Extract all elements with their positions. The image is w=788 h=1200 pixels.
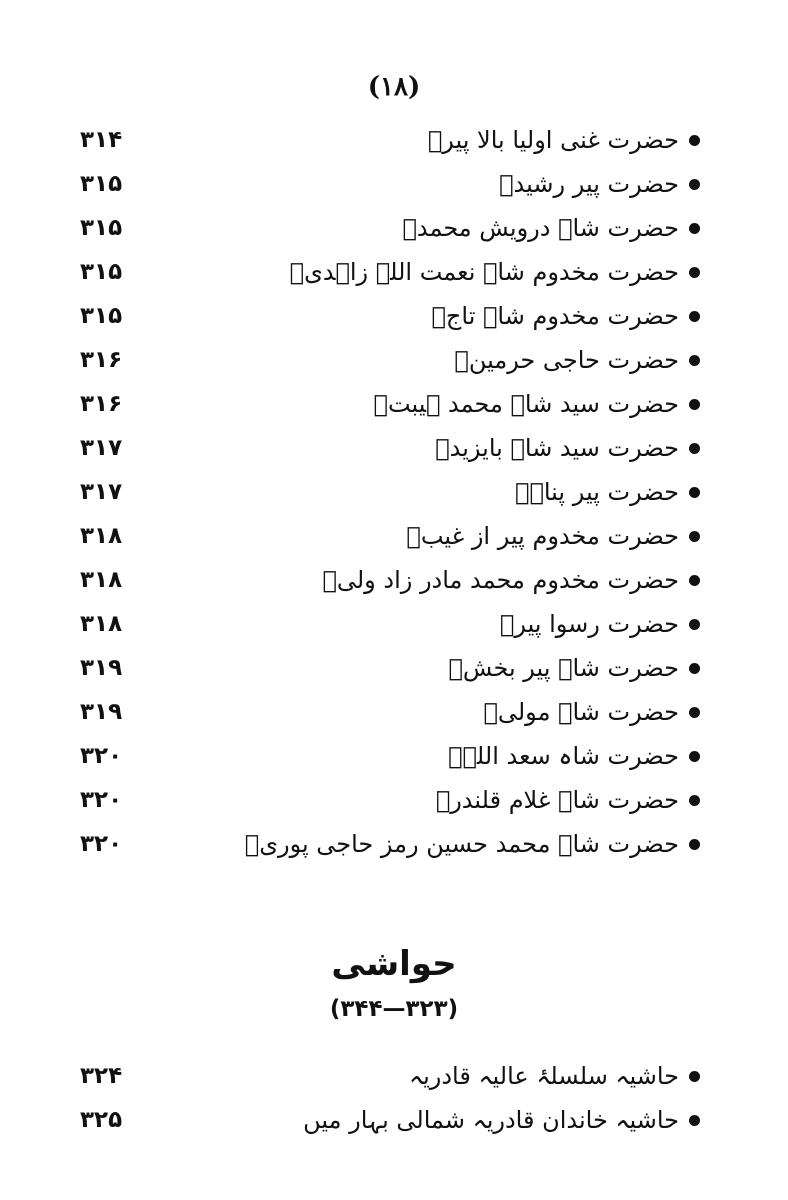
toc-entry xyxy=(245,822,700,866)
entry-title: حضرت سید شاہ محمد ہیبتؒ xyxy=(373,390,679,418)
entry-title: حضرت شاہ پیر بخشؒ xyxy=(448,654,679,682)
toc-row xyxy=(80,426,700,470)
entry-page: ۳۱۷ xyxy=(80,479,123,505)
toc-entry xyxy=(406,514,700,558)
entry-title: حضرت مخدوم پیر از غیبؒ xyxy=(406,522,679,550)
toc-entry xyxy=(428,118,700,162)
toc-row xyxy=(80,162,700,206)
toc-row xyxy=(80,602,700,646)
entry-page: ۳۱۵ xyxy=(80,259,123,285)
toc-entry xyxy=(515,470,700,514)
toc-row xyxy=(80,1098,700,1142)
toc-row xyxy=(80,822,700,866)
toc-entry xyxy=(374,382,700,426)
entry-title: حضرت شاہ محمد حسین رمز حاجی پوریؒ xyxy=(244,830,679,858)
toc-row xyxy=(80,338,700,382)
toc-entry xyxy=(409,1054,700,1098)
bullet-icon xyxy=(689,223,700,234)
entry-title: حضرت مخدوم شاہ نعمت اللہ زاہدیؒ xyxy=(289,258,679,286)
toc-row xyxy=(80,646,700,690)
toc-entry xyxy=(322,558,700,602)
bullet-icon xyxy=(689,575,700,586)
toc-entry xyxy=(454,338,700,382)
toc-entry xyxy=(499,162,700,206)
bullet-icon xyxy=(689,179,700,190)
entry-title: حضرت پیر رشیدؒ xyxy=(499,170,679,198)
toc-row xyxy=(80,118,700,162)
toc-entry xyxy=(500,602,700,646)
entry-page: ۳۱۹ xyxy=(80,699,123,725)
entry-title: حضرت پیر پناہؒ xyxy=(515,478,679,506)
toc-row xyxy=(80,470,700,514)
entry-title: حضرت مخدوم محمد مادر زاد ولیؒ xyxy=(322,566,679,594)
bullet-icon xyxy=(689,751,700,762)
entry-page: ۳۱۵ xyxy=(80,303,123,329)
toc-entry xyxy=(435,426,700,470)
bullet-icon xyxy=(689,1071,700,1082)
bullet-icon xyxy=(689,311,700,322)
bullet-icon xyxy=(689,355,700,366)
entry-page: ۳۱۷ xyxy=(80,435,123,461)
bullet-icon xyxy=(689,267,700,278)
entry-title: حضرت رسوا پیرؒ xyxy=(499,610,679,638)
entry-page: ۳۱۴ xyxy=(80,127,123,153)
bullet-icon xyxy=(689,795,700,806)
toc-entry xyxy=(448,646,700,690)
entry-page: ۳۱۹ xyxy=(80,655,123,681)
toc-row xyxy=(80,514,700,558)
entry-page: ۳۱۸ xyxy=(80,523,123,549)
toc-entry xyxy=(290,250,700,294)
entry-page: ۳۲۰ xyxy=(80,831,123,857)
bullet-icon xyxy=(689,399,700,410)
toc-row xyxy=(80,690,700,734)
bullet-icon xyxy=(689,707,700,718)
entry-title: حاشیہ خاندان قادریہ شمالی بہار میں xyxy=(303,1106,679,1134)
entry-page: ۳۱۸ xyxy=(80,611,123,637)
toc-entry xyxy=(436,778,700,822)
entry-page: ۳۲۴ xyxy=(80,1063,123,1089)
toc-list xyxy=(80,118,700,866)
bullet-icon xyxy=(689,1115,700,1126)
entry-page: ۳۲۰ xyxy=(80,743,123,769)
toc-row xyxy=(80,382,700,426)
toc-row xyxy=(80,206,700,250)
entry-page: ۳۱۵ xyxy=(80,171,123,197)
toc-row xyxy=(80,778,700,822)
toc-row xyxy=(80,1054,700,1098)
entry-title: حضرت غنی اولیا بالا پیرؒ xyxy=(427,126,679,154)
toc-entry xyxy=(303,1098,700,1142)
bullet-icon xyxy=(689,443,700,454)
toc-row xyxy=(80,250,700,294)
bullet-icon xyxy=(689,663,700,674)
entry-page: ۳۲۵ xyxy=(80,1107,123,1133)
entry-title: حضرت شاہ سعد اللہؒ xyxy=(448,742,679,770)
entry-title: حضرت شاہ مولیؒ xyxy=(483,698,679,726)
entry-page: ۳۱۸ xyxy=(80,567,123,593)
toc-row xyxy=(80,294,700,338)
bullet-icon xyxy=(689,531,700,542)
entry-page: ۳۱۶ xyxy=(80,347,123,373)
entry-page: ۳۱۶ xyxy=(80,391,123,417)
notes-list xyxy=(80,1054,700,1142)
section-range: (۳۲۳—۳۴۴) xyxy=(329,996,459,1022)
page-number: (۱۸) xyxy=(367,72,421,102)
entry-title: حضرت حاجی حرمینؒ xyxy=(454,346,679,374)
toc-entry xyxy=(448,734,700,778)
bullet-icon xyxy=(689,619,700,630)
entry-page: ۳۲۰ xyxy=(80,787,123,813)
toc-row xyxy=(80,734,700,778)
toc-row xyxy=(80,558,700,602)
entry-title: حضرت شاہ غلام قلندرؒ xyxy=(435,786,679,814)
bullet-icon xyxy=(689,839,700,850)
toc-entry xyxy=(402,206,700,250)
bullet-icon xyxy=(689,135,700,146)
entry-title: حضرت سید شاہ بایزیدؒ xyxy=(435,434,679,462)
section-heading: حواشی xyxy=(331,944,457,984)
entry-title: حضرت مخدوم شاہ تاجؒ xyxy=(431,302,679,330)
entry-title: حضرت شاہ درویش محمدؒ xyxy=(402,214,679,242)
entry-title: حاشیہ سلسلۂ عالیہ قادریہ xyxy=(409,1062,679,1090)
bullet-icon xyxy=(689,487,700,498)
toc-entry xyxy=(483,690,700,734)
toc-entry xyxy=(432,294,700,338)
entry-page: ۳۱۵ xyxy=(80,215,123,241)
